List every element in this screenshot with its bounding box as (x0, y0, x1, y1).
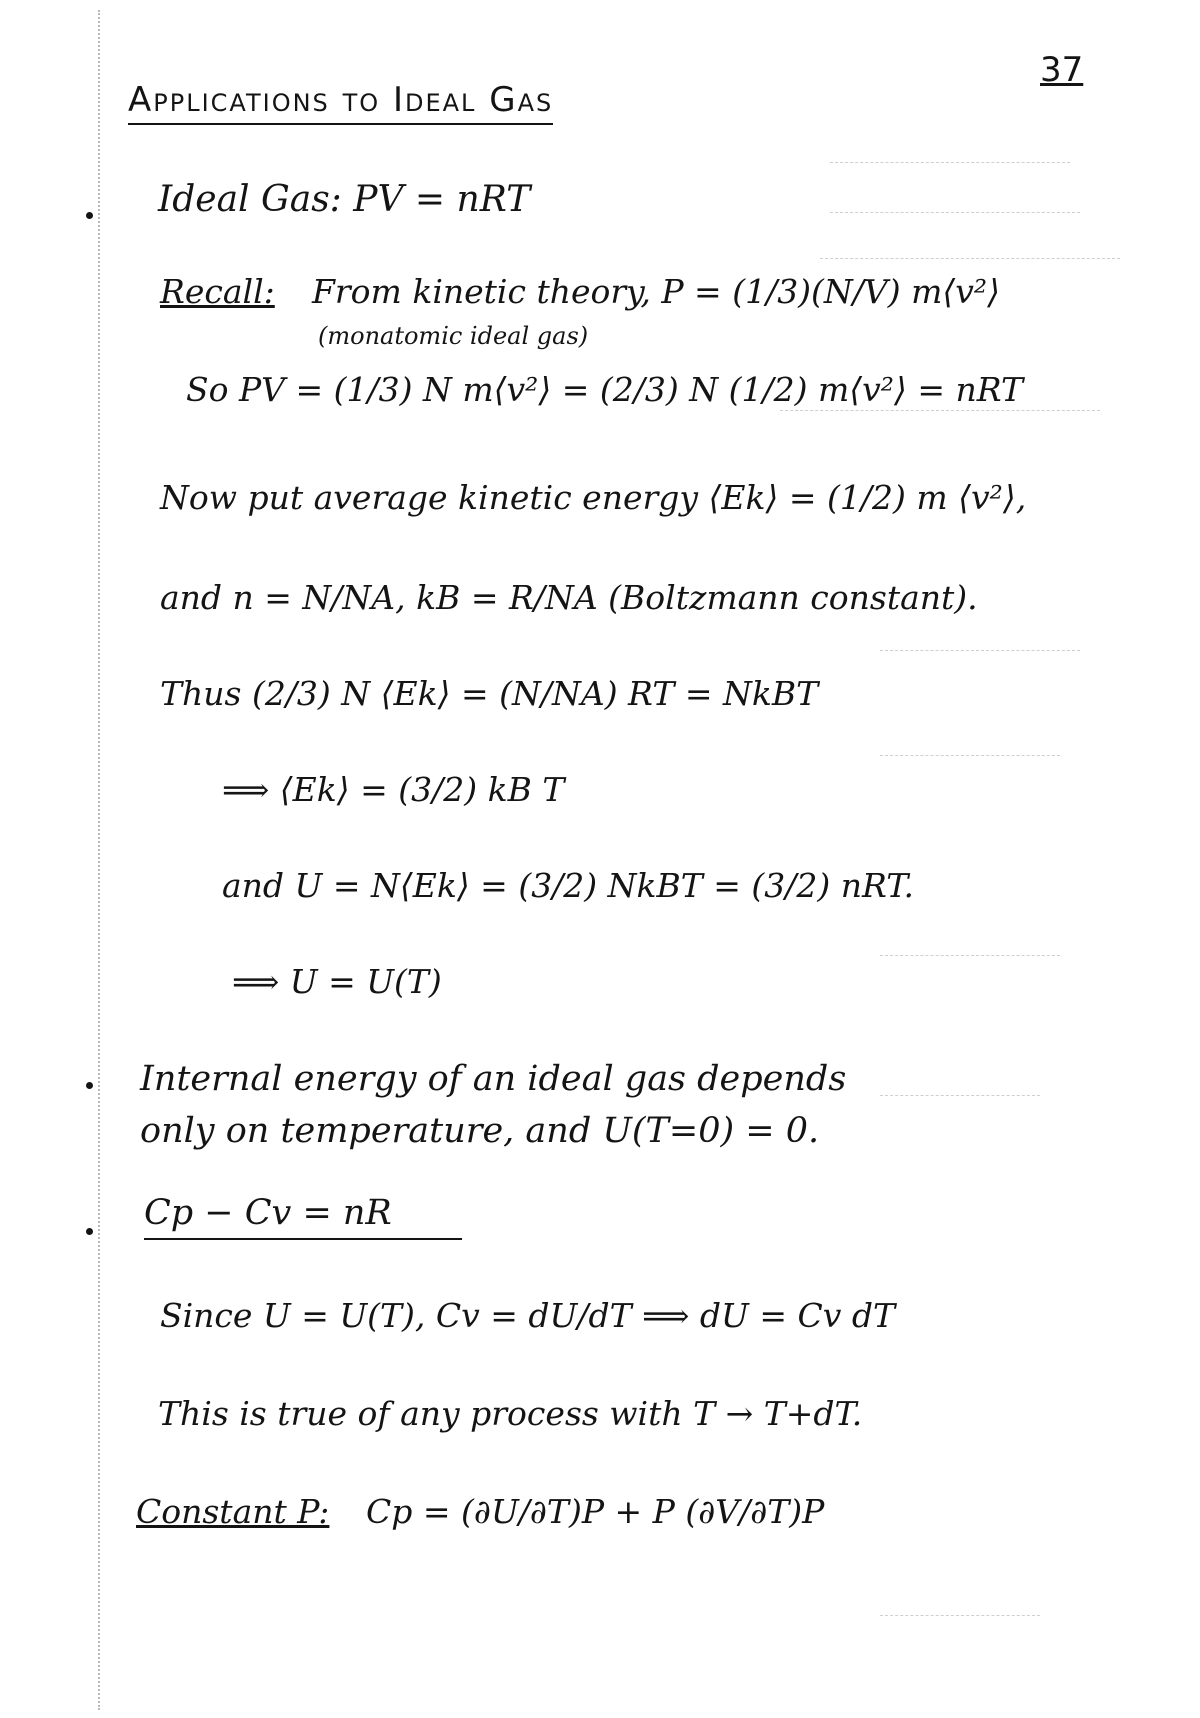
margin-rule (98, 10, 100, 1710)
recall-label: Recall: (160, 272, 275, 311)
bullet (86, 212, 93, 219)
guide-line (880, 1095, 1040, 1096)
cp-minus-cv-heading: Cp − Cv = nR (144, 1192, 462, 1240)
guide-line (880, 755, 1060, 756)
bullet (86, 1228, 93, 1235)
guide-line (880, 650, 1080, 651)
bullet (86, 1082, 93, 1089)
ideal-gas-law: Ideal Gas: PV = nRT (158, 179, 531, 220)
pv-derivation: So PV = (1/3) N m⟨v²⟩ = (2/3) N (1/2) m⟨v²⟩ = nRT (186, 370, 1024, 409)
u-of-t: ⟹ U = U(T) (232, 962, 442, 1001)
page-number: 37 (1040, 50, 1084, 90)
constant-p-equation: Cp = (∂U/∂T)P + P (∂V/∂T)P (366, 1492, 825, 1531)
since-equation: Since U = U(T), Cv = dU/dT ⟹ dU = Cv dT (160, 1296, 895, 1335)
internal-energy-statement-2: only on temperature, and U(T=0) = 0. (140, 1111, 820, 1151)
internal-energy-statement-1: Internal energy of an ideal gas depends (140, 1059, 847, 1099)
kinetic-theory-pressure: From kinetic theory, P = (1/3)(N/V) m⟨v²⟩ (312, 272, 1001, 311)
guide-line (880, 1615, 1040, 1616)
guide-line (830, 162, 1070, 163)
thus-equation: Thus (2/3) N ⟨Ek⟩ = (N/NA) RT = NkBT (160, 674, 819, 713)
mean-energy-result: ⟹ ⟨Ek⟩ = (3/2) kB T (222, 770, 565, 809)
guide-line (820, 258, 1120, 259)
internal-energy-equation: and U = N⟨Ek⟩ = (3/2) NkBT = (3/2) nRT. (222, 866, 914, 905)
guide-line (780, 410, 1100, 411)
mole-and-boltzmann: and n = N/NA, kB = R/NA (Boltzmann constant). (160, 578, 978, 617)
guide-line (830, 212, 1080, 213)
constant-p-label: Constant P: (136, 1492, 330, 1531)
average-kinetic-energy: Now put average kinetic energy ⟨Ek⟩ = (1/2) m ⟨v²⟩, (160, 478, 1027, 517)
monatomic-note: (monatomic ideal gas) (318, 322, 589, 350)
page-title: Applications to Ideal Gas (128, 80, 553, 125)
any-process-note: This is true of any process with T → T+dT. (158, 1394, 863, 1433)
guide-line (880, 955, 1060, 956)
